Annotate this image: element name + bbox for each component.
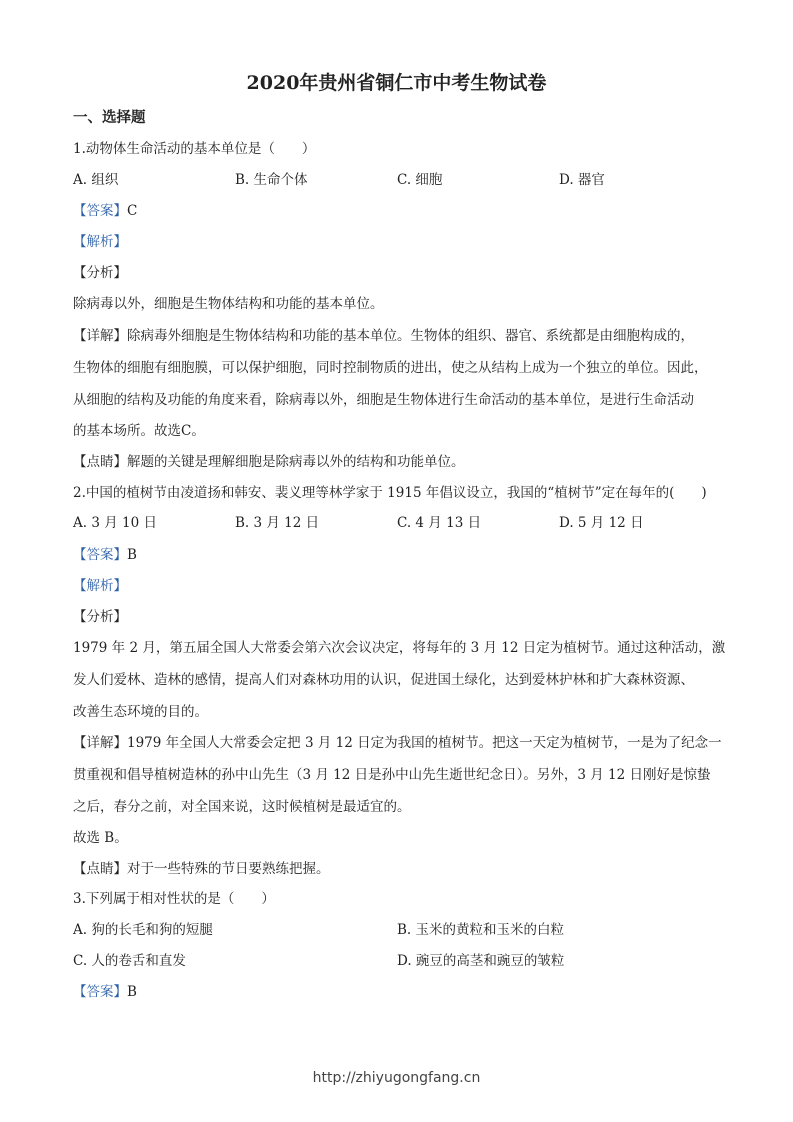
q3-option-c: C. 人的卷舌和直发 (73, 953, 186, 969)
q3-stem: 3.下列属于相对性状的是（ ） (73, 891, 275, 907)
q2-fenxi-line: 改善生态环境的目的。 (73, 704, 208, 720)
comment-tag: 【点睛】 (73, 454, 127, 470)
q2-option-d: D. 5 月 12 日 (559, 515, 644, 531)
page-title: 2020年贵州省铜仁市中考生物试卷 (246, 72, 547, 94)
analysis-tag: 【解析】 (73, 578, 127, 594)
q1-option-a: A. 组织 (73, 172, 119, 188)
q1-comment (73, 452, 465, 472)
comment-text: 对于一些特殊的节日要熟练把握。 (127, 861, 330, 877)
answer-value: B (127, 547, 137, 563)
q2-option-c: C. 4 月 13 日 (397, 515, 482, 531)
q3-answer (73, 982, 137, 1002)
comment-tag: 【点睛】 (73, 861, 127, 877)
q1-detail-line: 生物体的细胞有细胞膜，可以保护细胞，同时控制物质的进出，使之从结构上成为一个独立的单位。因此， (73, 360, 708, 376)
q2-option-b: B. 3 月 12 日 (235, 515, 320, 531)
answer-tag: 【答案】 (73, 984, 127, 1000)
q1-option-d: D. 器官 (559, 172, 605, 188)
q1-detail-line: 从细胞的结构及功能的角度来看，除病毒以外，细胞是生物体进行生命活动的基本单位，是进行生命活动 (73, 392, 694, 408)
section-heading: 一、选择题 (73, 109, 146, 126)
fenxi-tag: 【分析】 (73, 265, 127, 281)
q1-detail-line: 的基本场所。故选C。 (73, 423, 205, 439)
q2-detail-line (73, 733, 722, 753)
q1-fenxi-text: 除病毒以外，细胞是生物体结构和功能的基本单位。 (73, 296, 384, 312)
q2-comment (73, 859, 330, 879)
q2-detail-line: 之后，春分之前，对全国来说，这时候植树是最适宜的。 (73, 799, 411, 815)
q2-option-a: A. 3 月 10 日 (73, 515, 157, 531)
q1-option-c: C. 细胞 (397, 172, 443, 188)
q3-option-d: D. 豌豆的高茎和豌豆的皱粒 (397, 953, 565, 969)
q1-stem: 1.动物体生命活动的基本单位是（ ） (73, 141, 316, 157)
q3-option-b: B. 玉米的黄粒和玉米的白粒 (397, 922, 565, 938)
detail-text: 1979 年全国人大常委会定把 3 月 12 日定为我国的植树节。把这一天定为植树节，一是为了纪念一 (127, 735, 722, 751)
q2-detail-line: 贯重视和倡导植树造林的孙中山先生（3 月 12 日是孙中山先生逝世纪念日）。另外，3 月 12 日刚好是惊蛰 (73, 767, 711, 783)
q1-option-b: B. 生命个体 (235, 172, 308, 188)
q2-stem: 2.中国的植树节由凌道扬和韩安、裴义理等林学家于 1915 年倡议设立，我国的“植树节”定在每年的( ) (73, 485, 707, 501)
q1-answer (73, 201, 137, 221)
footer-url: http://zhiyugongfang.cn (312, 1070, 481, 1086)
q1-detail-line (73, 326, 694, 346)
q2-fenxi-line: 1979 年 2 月，第五届全国人大常委会第六次会议决定，将每年的 3 月 12 日定为植树节。通过这种活动，激 (73, 640, 726, 656)
answer-value: B (127, 984, 137, 1000)
answer-value: C (127, 203, 138, 219)
detail-tag: 【详解】 (73, 328, 127, 344)
q2-conclusion: 故选 B。 (73, 830, 128, 846)
detail-tag: 【详解】 (73, 735, 127, 751)
fenxi-tag: 【分析】 (73, 609, 127, 625)
analysis-tag: 【解析】 (73, 234, 127, 250)
q3-option-a: A. 狗的长毛和狗的短腿 (73, 922, 213, 938)
q2-answer (73, 545, 137, 565)
comment-text: 解题的关键是理解细胞是除病毒以外的结构和功能单位。 (127, 454, 465, 470)
answer-tag: 【答案】 (73, 547, 127, 563)
detail-text: 除病毒外细胞是生物体结构和功能的基本单位。生物体的组织、器官、系统都是由细胞构成的， (127, 328, 694, 344)
q2-fenxi-line: 发人们爱林、造林的感情，提高人们对森林功用的认识，促进国土绿化，达到爱林护林和扩大森林资源、 (73, 672, 694, 688)
answer-tag: 【答案】 (73, 203, 127, 219)
